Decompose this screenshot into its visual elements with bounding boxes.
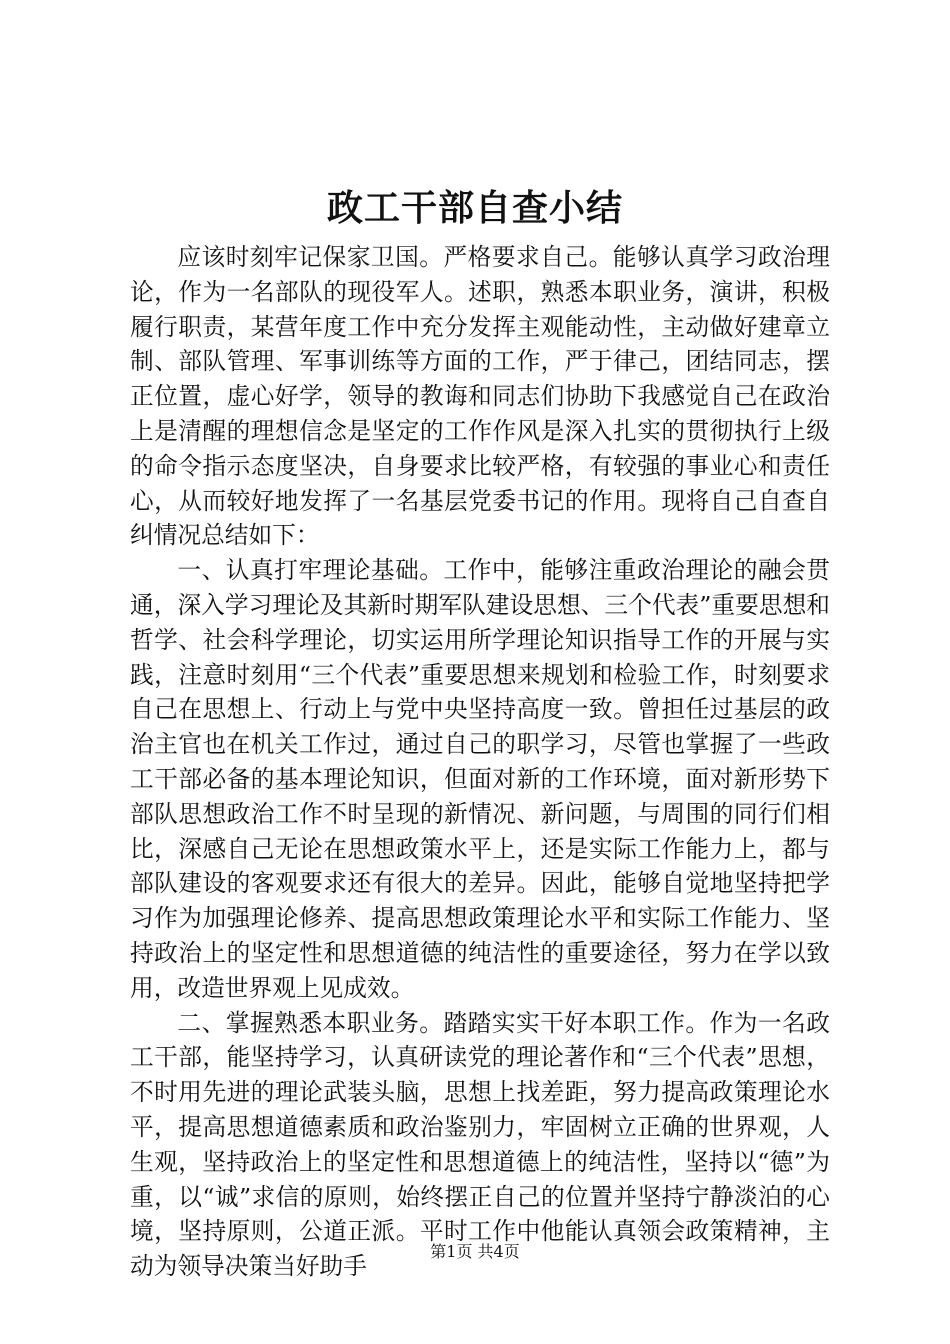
paragraph-section-2: 二、掌握熟悉本职业务。踏踏实实干好本职工作。作为一名政工干部，能坚持学习，认真研读党的理论著作和“三个代表”思想，不时用先进的理论武装头脑，思想上找差距，努力提高政策理论水平，提高思想道德素质和政治鉴别力，牢固树立正确的世界观，人生观，坚持政治上的坚定性和思想道德上的纯洁性，坚持以“德”为重，以“诚”求信的原则，始终摆正自己的位置并坚持宁静淡泊的心境，坚持原则，公道正派。平时工作中他能认真领会政策精神，主动为领导决策当好助手 bbox=[130, 1008, 830, 1281]
paragraph-intro: 应该时刻牢记保家卫国。严格要求自己。能够认真学习政治理论，作为一名部队的现役军人。述职，熟悉本职业务，演讲，积极履行职责，某营年度工作中充分发挥主观能动性，主动做好建章立制、部队管理、军事训练等方面的工作，严于律己，团结同志，摆正位置，虚心好学，领导的教诲和同志们协助下我感觉自己在政治上是清醒的理想信念是坚定的工作作风是深入扎实的贯彻执行上级的命令指示态度坚决，自身要求比较严格，有较强的事业心和责任心，从而较好地发挥了一名基层党委书记的作用。现将自己自查自纠情况总结如下： bbox=[130, 243, 830, 550]
paragraph-section-1: 一、认真打牢理论基础。工作中，能够注重政治理论的融会贯通，深入学习理论及其新时期军队建设思想、三个代表”重要思想和哲学、社会科学理论，切实运用所学理论知识指导工作的开展与实践，注意时刻用“三个代表”重要思想来规划和检验工作，时刻要求自己在思想上、行动上与党中央坚持高度一致。曾担任过基层的政治主官也在机关工作过，通过自己的职学习，尽管也掌握了一些政工干部必备的基本理论知识，但面对新的工作环境，面对新形势下部队思想政治工作不时呈现的新情况、新问题，与周围的同行们相比，深感自己无论在思想政策水平上，还是实际工作能力上，都与部队建设的客观要求还有很大的差异。因此，能够自觉地坚持把学习作为加强理论修养、提高思想政策理论水平和实际工作能力、坚持政治上的坚定性和思想道德的纯洁性的重要途径，努力在学以致用，改造世界观上见成效。 bbox=[130, 556, 830, 1002]
document-body bbox=[130, 240, 830, 1284]
page-number-footer: 第1页 共4页 bbox=[430, 1242, 520, 1261]
document-title: 政工干部自查小结 bbox=[326, 187, 623, 229]
